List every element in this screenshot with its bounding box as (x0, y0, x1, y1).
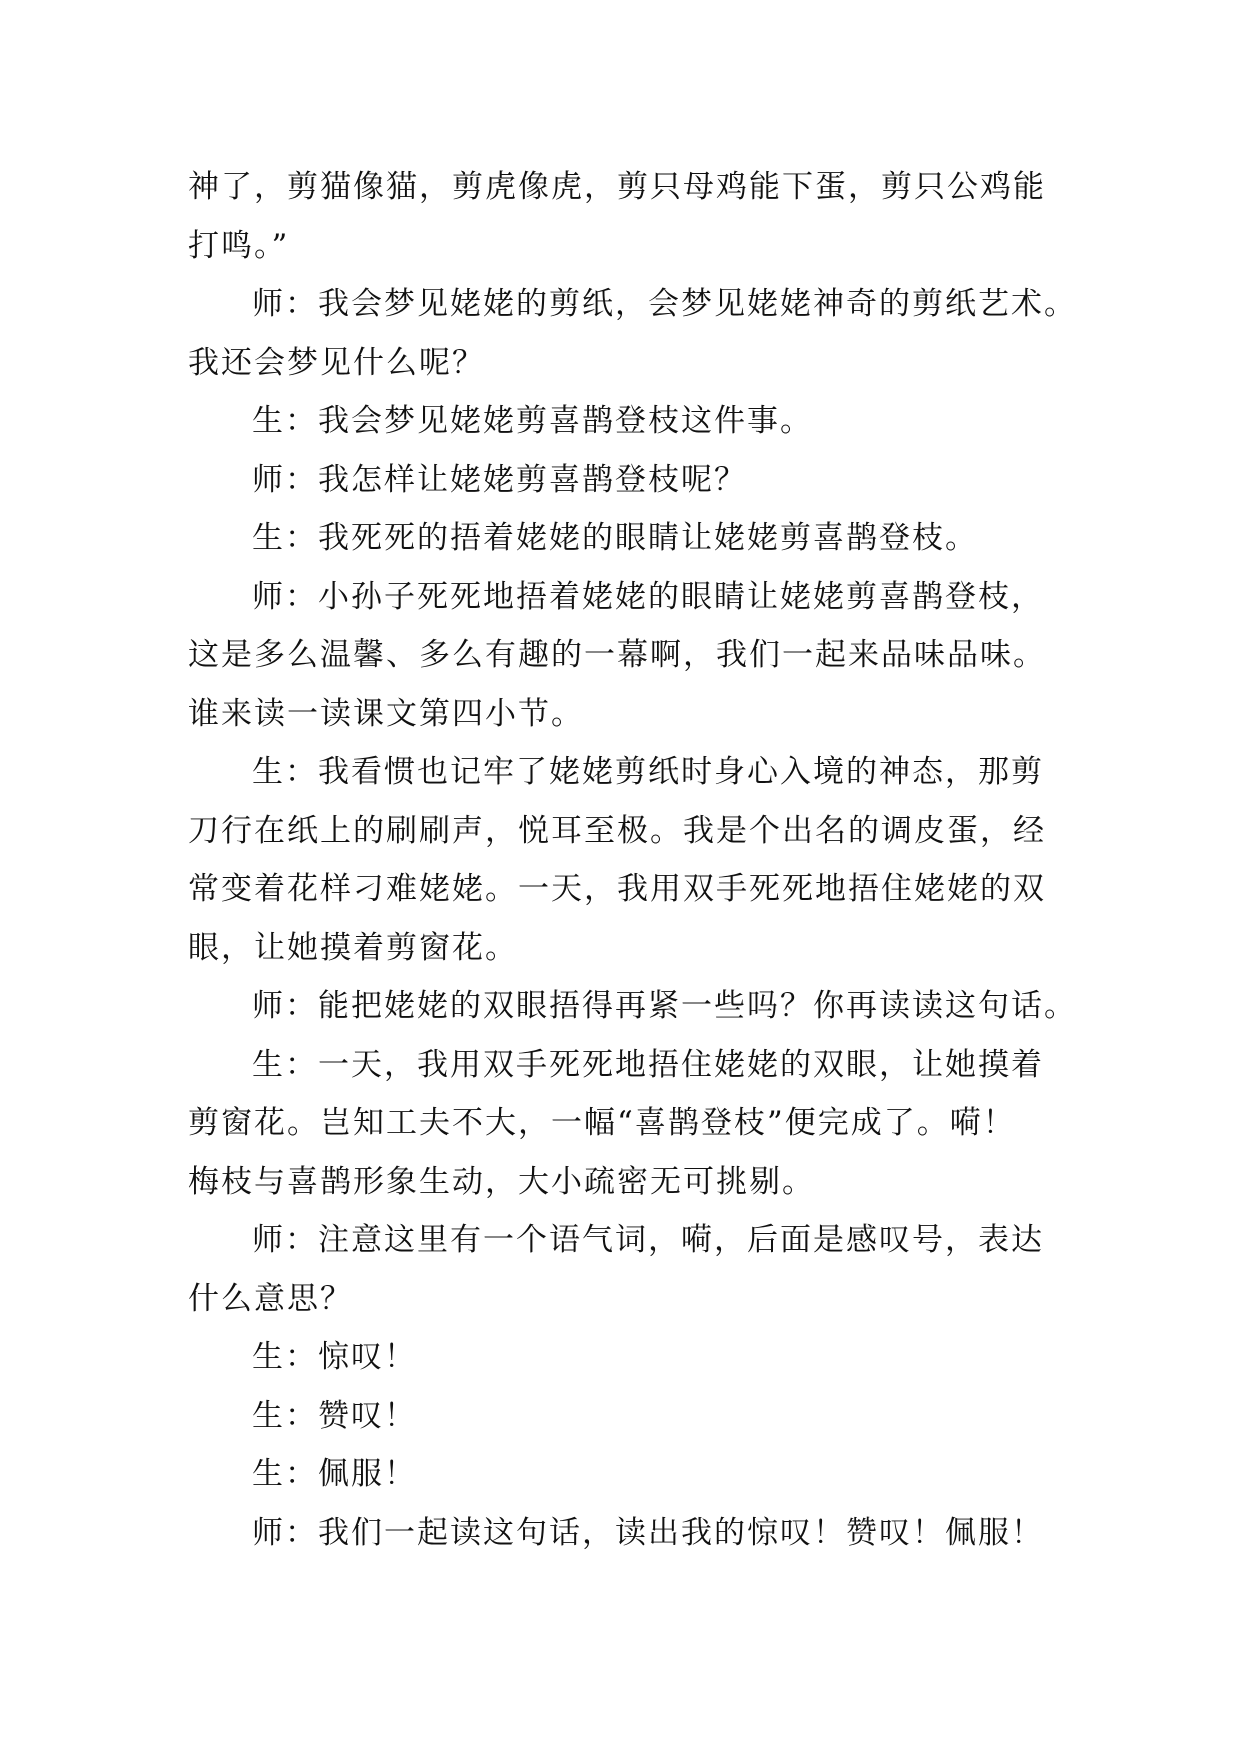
text-line: 神了，剪猫像猫，剪虎像虎，剪只母鸡能下蛋，剪只公鸡能 (188, 169, 1046, 205)
text-line: 我还会梦见什么呢？ (188, 344, 485, 381)
text-line: 师：我们一起读这句话，读出我的惊叹！赞叹！佩服！ (252, 1514, 1044, 1551)
text-line: 常变着花样刁难姥姥。一天，我用双手死死地捂住姥姥的双 (188, 871, 1046, 907)
text-line: 谁来读一读课文第四小节。 (188, 695, 584, 732)
text-line: 生：我死死的捂着姥姥的眼睛让姥姥剪喜鹊登枝。 (252, 520, 978, 556)
text-line: 打鸣。” (188, 227, 290, 264)
text-line: 生：我看惯也记牢了姥姥剪纸时身心入境的神态，那剪 (252, 754, 1044, 790)
text-line: 师：我会梦见姥姥的剪纸，会梦见姥姥神奇的剪纸艺术。 (252, 286, 1077, 322)
text-line: 生：赞叹！ (252, 1397, 417, 1434)
text-line: 什么意思？ (188, 1280, 353, 1317)
text-line: 师：小孙子死死地捂着姥姥的眼睛让姥姥剪喜鹊登枝， (252, 578, 1044, 615)
text-line: 师：能把姥姥的双眼捂得再紧一些吗？你再读读这句话。 (252, 988, 1077, 1024)
text-line: 师：注意这里有一个语气词，嗬，后面是感叹号，表达 (252, 1222, 1044, 1258)
text-line: 生：一天，我用双手死死地捂住姥姥的双眼，让她摸着 (252, 1046, 1044, 1083)
text-line: 生：佩服！ (252, 1456, 417, 1492)
document-body (188, 158, 1077, 1562)
text-line: 刀行在纸上的刷刷声，悦耳至极。我是个出名的调皮蛋，经 (188, 812, 1046, 849)
text-line: 眼，让她摸着剪窗花。 (188, 929, 518, 966)
text-line: 生：我会梦见姥姥剪喜鹊登枝这件事。 (252, 403, 813, 439)
text-line: 生：惊叹！ (252, 1339, 417, 1375)
text-line: 梅枝与喜鹊形象生动，大小疏密无可挑剔。 (188, 1163, 815, 1200)
text-line: 这是多么温馨、多么有趣的一幕啊，我们一起来品味品味。 (188, 637, 1046, 673)
text-line: 师：我怎样让姥姥剪喜鹊登枝呢？ (252, 461, 747, 498)
text-line: 剪窗花。岂知工夫不大，一幅“喜鹊登枝”便完成了。嗬！ (188, 1105, 1016, 1141)
